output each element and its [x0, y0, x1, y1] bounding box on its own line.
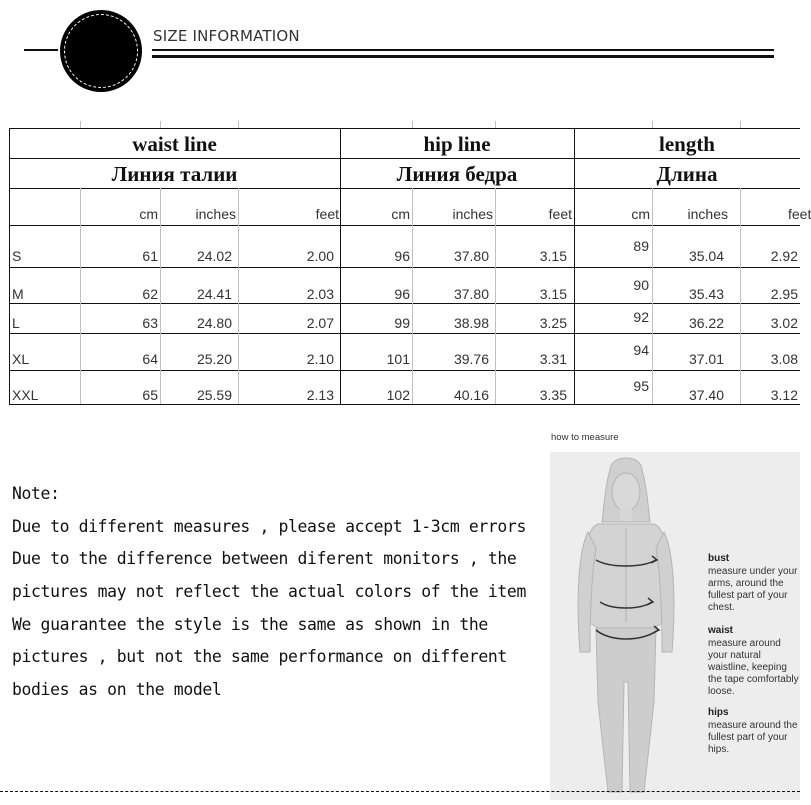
table-cell: 2.00 [306, 248, 334, 264]
group-header-hip-ru: Линия бедра [396, 162, 518, 186]
group-header-length: length [658, 132, 715, 156]
table-cell: 89 [633, 238, 649, 254]
table-cell: 64 [142, 351, 158, 367]
group-header-length-ru: Длина [656, 162, 718, 186]
table-tick [495, 121, 496, 128]
table-cell: 94 [633, 342, 649, 358]
table-cell: 3.02 [770, 315, 798, 331]
group-header-hip: hip line [423, 132, 491, 156]
measure-hips-heading: hips [708, 707, 729, 718]
table-cell: 3.35 [539, 387, 567, 403]
note-line: pictures may not reflect the actual colors of the item [12, 582, 526, 601]
unit-header: feet [548, 206, 572, 222]
table-cell: 95 [633, 378, 649, 394]
table-cell: 39.76 [453, 351, 489, 367]
table-cell: 2.13 [306, 387, 334, 403]
table-cell: 99 [394, 315, 410, 331]
table-cell: 2.92 [770, 248, 798, 264]
note-line: Due to the difference between diferent monitors , the [12, 549, 517, 568]
table-cell: 38.98 [453, 315, 489, 331]
table-rule-bottom [9, 404, 800, 405]
measure-waist-text: measure around your natural waistline, keeping the tape comfortably loose. [708, 638, 799, 697]
table-col-inches-waist [160, 188, 161, 404]
table-col-feet-hip [495, 188, 496, 404]
table-tick [238, 121, 239, 128]
table-rule-row-m [9, 303, 800, 304]
table-cell: 35.04 [688, 248, 724, 264]
table-col-feet-waist [238, 188, 239, 404]
table-tick [740, 121, 741, 128]
unit-header: inches [687, 206, 728, 222]
table-tick [160, 121, 161, 128]
unit-header: feet [788, 206, 811, 222]
size-label: XXL [12, 387, 39, 403]
unit-header: cm [139, 206, 158, 222]
size-label: S [12, 248, 22, 264]
page-title: SIZE INFORMATION [153, 27, 300, 45]
table-cell: 3.15 [539, 286, 567, 302]
table-cell: 65 [142, 387, 158, 403]
measure-bust-text: measure under your arms, around the fullest part of your chest. [708, 566, 798, 613]
size-label: XL [12, 351, 30, 367]
table-cell: 3.08 [770, 351, 798, 367]
table-cell: 3.15 [539, 248, 567, 264]
table-cell: 35.43 [688, 286, 724, 302]
table-cell: 36.22 [688, 315, 724, 331]
unit-header: cm [631, 206, 650, 222]
table-rule-units [9, 225, 800, 226]
table-cell: 25.59 [196, 387, 232, 403]
unit-header: inches [452, 206, 493, 222]
table-cell: 37.40 [688, 387, 724, 403]
table-cell: 2.10 [306, 351, 334, 367]
group-header-waist: waist line [132, 132, 217, 156]
note-line: pictures , but not the same performance on different [12, 647, 507, 666]
table-rule-row-xl [9, 370, 800, 371]
table-col-cm-waist [80, 188, 81, 404]
table-cell: 61 [142, 248, 158, 264]
group-header-waist-ru: Линия талии [111, 162, 238, 186]
table-cell: 92 [633, 309, 649, 325]
table-rule-russian [9, 188, 800, 189]
measure-hips-text: measure around the fullest part of your hips. [708, 720, 798, 755]
table-cell: 37.80 [453, 286, 489, 302]
table-tick [412, 121, 413, 128]
table-cell: 101 [386, 351, 410, 367]
table-cell: 3.31 [539, 351, 567, 367]
table-cell: 2.03 [306, 286, 334, 302]
table-rule-top [9, 128, 800, 129]
measure-bust-heading: bust [708, 553, 730, 564]
table-cell: 90 [633, 277, 649, 293]
note-line: Due to different measures , please accept 1-3cm errors [12, 517, 526, 536]
bottom-dashed-rule [0, 791, 800, 792]
table-cell: 37.80 [453, 248, 489, 264]
note-heading: Note: [12, 484, 60, 503]
table-rule-row-l [9, 333, 800, 334]
unit-header: feet [315, 206, 339, 222]
table-col-feet-length [740, 188, 741, 404]
table-cell: 63 [142, 315, 158, 331]
size-label: L [12, 315, 20, 331]
table-cell: 2.07 [306, 315, 334, 331]
table-tick [80, 121, 81, 128]
table-rule-row-s [9, 267, 800, 268]
table-cell: 24.41 [196, 286, 232, 302]
table-col-inches-length [652, 188, 653, 404]
size-label: M [12, 286, 24, 302]
table-cell: 2.95 [770, 286, 798, 302]
table-cell: 3.25 [539, 315, 567, 331]
unit-header: inches [195, 206, 236, 222]
table-cell: 24.80 [196, 315, 232, 331]
table-cell: 3.12 [770, 387, 798, 403]
table-cell: 96 [394, 248, 410, 264]
how-to-measure-title: how to measure [551, 432, 619, 443]
table-cell: 40.16 [453, 387, 489, 403]
table-tick [652, 121, 653, 128]
table-cell: 62 [142, 286, 158, 302]
table-cell: 96 [394, 286, 410, 302]
unit-header: cm [391, 206, 410, 222]
note-line: bodies as on the model [12, 680, 222, 699]
table-col-inches-hip [412, 188, 413, 404]
measure-waist-heading: waist [708, 625, 734, 636]
table-cell: 24.02 [196, 248, 232, 264]
table-cell: 102 [386, 387, 410, 403]
table-rule-group [9, 158, 800, 159]
note-line: We guarantee the style is the same as shown in the [12, 615, 488, 634]
table-cell: 37.01 [688, 351, 724, 367]
table-cell: 25.20 [196, 351, 232, 367]
